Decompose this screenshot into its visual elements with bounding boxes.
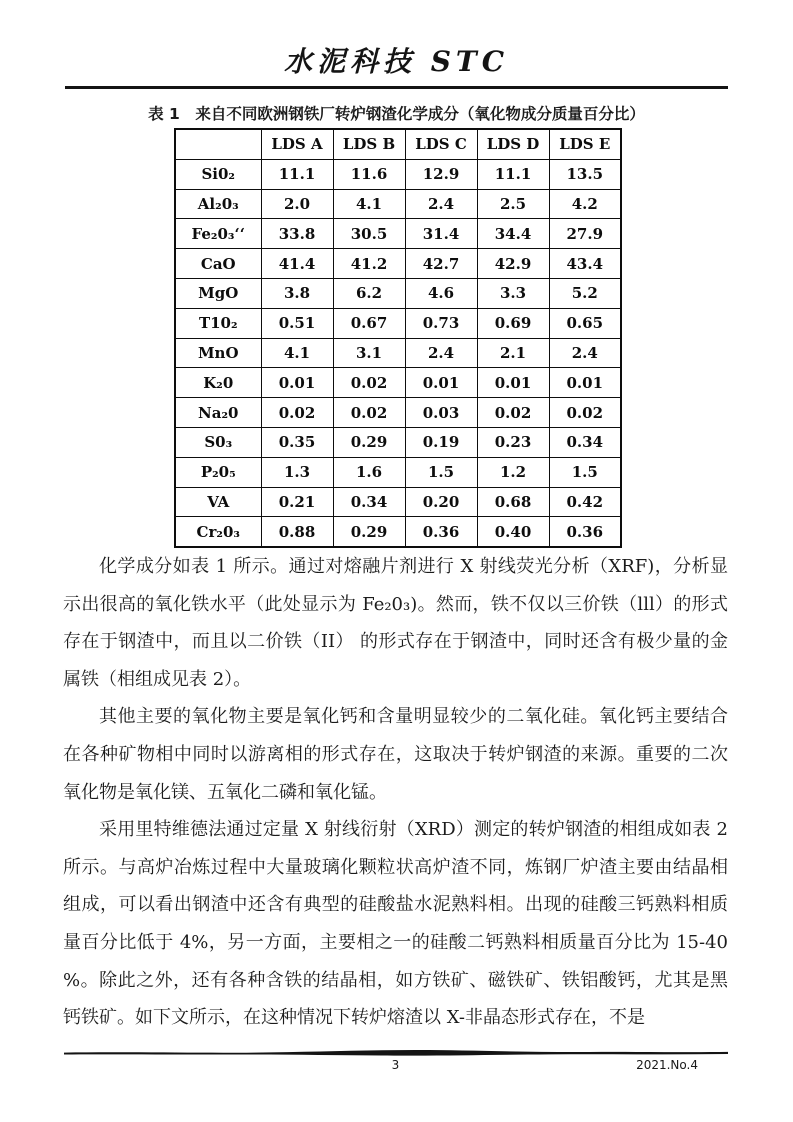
row-label-cell: Fe₂0₃‘‘ (175, 219, 261, 249)
value-cell: 0.73 (405, 308, 477, 338)
row-label-cell: Na₂0 (175, 398, 261, 428)
body-paragraph: 采用里特维德法通过定量 X 射线衍射（XRD）测定的转炉钢渣的相组成如表 2 所示。与高炉冶炼过程中大量玻璃化颗粒状高炉渣不同，炼钢厂炉渣主要由结晶相组成，可以看出钢渣中还含有典型的硅酸盐水泥熟料相。出现的硅酸三钙熟料相质量百分比低于 4%，另一方面，主要相之一的硅酸二钙熟料相质量百分比为 15-40 %。除此之外，还有各种含铁的结晶相，如方铁矿、磁铁矿、铁铝酸钙，尤其是黑钙铁矿。如下文所示，在这种情况下转炉熔渣以 X-非晶态形式存在，不是 (63, 819, 728, 1029)
body-paragraph: 化学成分如表 1 所示。通过对熔融片剂进行 X 射线荧光分析（XRF)，分析显示出很高的氧化铁水平（此处显示为 Fe₂0₃)。然而，铁不仅以三价铁（lll）的形式存在于钢渣中，而且以二价铁（II） 的形式存在于钢渣中，同时还含有极少量的金属铁（相组成见表 2）。 (63, 556, 728, 690)
table-row (175, 308, 621, 338)
column-header-cell: LDS B (333, 129, 405, 159)
table-body (175, 159, 621, 547)
value-cell: 0.29 (333, 427, 405, 457)
value-cell: 4.6 (405, 278, 477, 308)
value-cell: 4.1 (261, 338, 333, 368)
row-label-cell: S0₃ (175, 427, 261, 457)
table-caption: 表 1 来自不同欧洲钢铁厂转炉钢渣化学成分（氧化物成分质量百分比） (148, 105, 645, 123)
row-label-cell: MnO (175, 338, 261, 368)
value-cell: 11.1 (477, 159, 549, 189)
value-cell: 2.1 (477, 338, 549, 368)
table-row (175, 457, 621, 487)
value-cell: 30.5 (333, 219, 405, 249)
value-cell: 0.34 (549, 427, 621, 457)
value-cell: 42.7 (405, 249, 477, 279)
value-cell: 0.01 (477, 368, 549, 398)
value-cell: 3.1 (333, 338, 405, 368)
value-cell: 2.0 (261, 189, 333, 219)
issue-label: 2021.No.4 (636, 1058, 698, 1072)
table-row (175, 398, 621, 428)
value-cell: 0.40 (477, 517, 549, 547)
column-header-cell: LDS E (549, 129, 621, 159)
value-cell: 2.5 (477, 189, 549, 219)
value-cell: 0.02 (477, 398, 549, 428)
body-paragraph: 其他主要的氧化物主要是氧化钙和含量明显较少的二氧化硅。氧化钙主要结合在各种矿物相中同时以游离相的形式存在，这取决于转炉钢渣的来源。重要的二次氧化物是氧化镁、五氧化二磷和氧化锰。 (63, 706, 728, 803)
row-label-cell: MgO (175, 278, 261, 308)
column-header-cell (175, 129, 261, 159)
value-cell: 41.2 (333, 249, 405, 279)
value-cell: 33.8 (261, 219, 333, 249)
value-cell: 5.2 (549, 278, 621, 308)
value-cell: 1.2 (477, 457, 549, 487)
value-cell: 1.5 (549, 457, 621, 487)
value-cell: 4.2 (549, 189, 621, 219)
page-number: 3 (391, 1058, 400, 1072)
table-row (175, 219, 621, 249)
value-cell: 0.34 (333, 487, 405, 517)
table-row (175, 278, 621, 308)
row-label-cell: CaO (175, 249, 261, 279)
row-label-cell: Si0₂ (175, 159, 261, 189)
value-cell: 0.19 (405, 427, 477, 457)
row-label-cell: Al₂0₃ (175, 189, 261, 219)
value-cell: 0.36 (549, 517, 621, 547)
value-cell: 0.02 (333, 398, 405, 428)
value-cell: 2.4 (549, 338, 621, 368)
value-cell: 2.4 (405, 338, 477, 368)
value-cell: 0.51 (261, 308, 333, 338)
value-cell: 2.4 (405, 189, 477, 219)
value-cell: 0.88 (261, 517, 333, 547)
table-row (175, 189, 621, 219)
row-label-cell: T10₂ (175, 308, 261, 338)
value-cell: 4.1 (333, 189, 405, 219)
value-cell: 11.1 (261, 159, 333, 189)
row-label-cell: VA (175, 487, 261, 517)
value-cell: 1.5 (405, 457, 477, 487)
value-cell: 27.9 (549, 219, 621, 249)
column-header-cell: LDS C (405, 129, 477, 159)
value-cell: 0.35 (261, 427, 333, 457)
value-cell: 0.02 (261, 398, 333, 428)
value-cell: 41.4 (261, 249, 333, 279)
footer-rule (64, 1049, 728, 1057)
table-row (175, 427, 621, 457)
value-cell: 31.4 (405, 219, 477, 249)
value-cell: 11.6 (333, 159, 405, 189)
value-cell: 3.8 (261, 278, 333, 308)
value-cell: 42.9 (477, 249, 549, 279)
table-row (175, 517, 621, 547)
value-cell: 0.01 (549, 368, 621, 398)
value-cell: 0.67 (333, 308, 405, 338)
value-cell: 0.29 (333, 517, 405, 547)
value-cell: 0.03 (405, 398, 477, 428)
value-cell: 0.02 (333, 368, 405, 398)
value-cell: 0.68 (477, 487, 549, 517)
value-cell: 1.3 (261, 457, 333, 487)
header-rule (65, 86, 728, 89)
value-cell: 0.01 (405, 368, 477, 398)
value-cell: 13.5 (549, 159, 621, 189)
value-cell: 6.2 (333, 278, 405, 308)
value-cell: 12.9 (405, 159, 477, 189)
composition-table (174, 128, 622, 548)
value-cell: 43.4 (549, 249, 621, 279)
row-label-cell: P₂0₅ (175, 457, 261, 487)
body-text (63, 548, 728, 1037)
value-cell: 34.4 (477, 219, 549, 249)
value-cell: 0.65 (549, 308, 621, 338)
table-row (175, 368, 621, 398)
value-cell: 0.69 (477, 308, 549, 338)
table-header-row (175, 129, 621, 159)
row-label-cell: Cr₂0₃ (175, 517, 261, 547)
table-row (175, 487, 621, 517)
value-cell: 0.42 (549, 487, 621, 517)
value-cell: 3.3 (477, 278, 549, 308)
row-label-cell: K₂0 (175, 368, 261, 398)
value-cell: 0.36 (405, 517, 477, 547)
value-cell: 0.02 (549, 398, 621, 428)
table-row (175, 249, 621, 279)
journal-title: 水泥科技 STC (283, 45, 510, 78)
value-cell: 1.6 (333, 457, 405, 487)
column-header-cell: LDS D (477, 129, 549, 159)
table-row (175, 159, 621, 189)
value-cell: 0.23 (477, 427, 549, 457)
value-cell: 0.20 (405, 487, 477, 517)
value-cell: 0.21 (261, 487, 333, 517)
value-cell: 0.01 (261, 368, 333, 398)
table-row (175, 338, 621, 368)
column-header-cell: LDS A (261, 129, 333, 159)
